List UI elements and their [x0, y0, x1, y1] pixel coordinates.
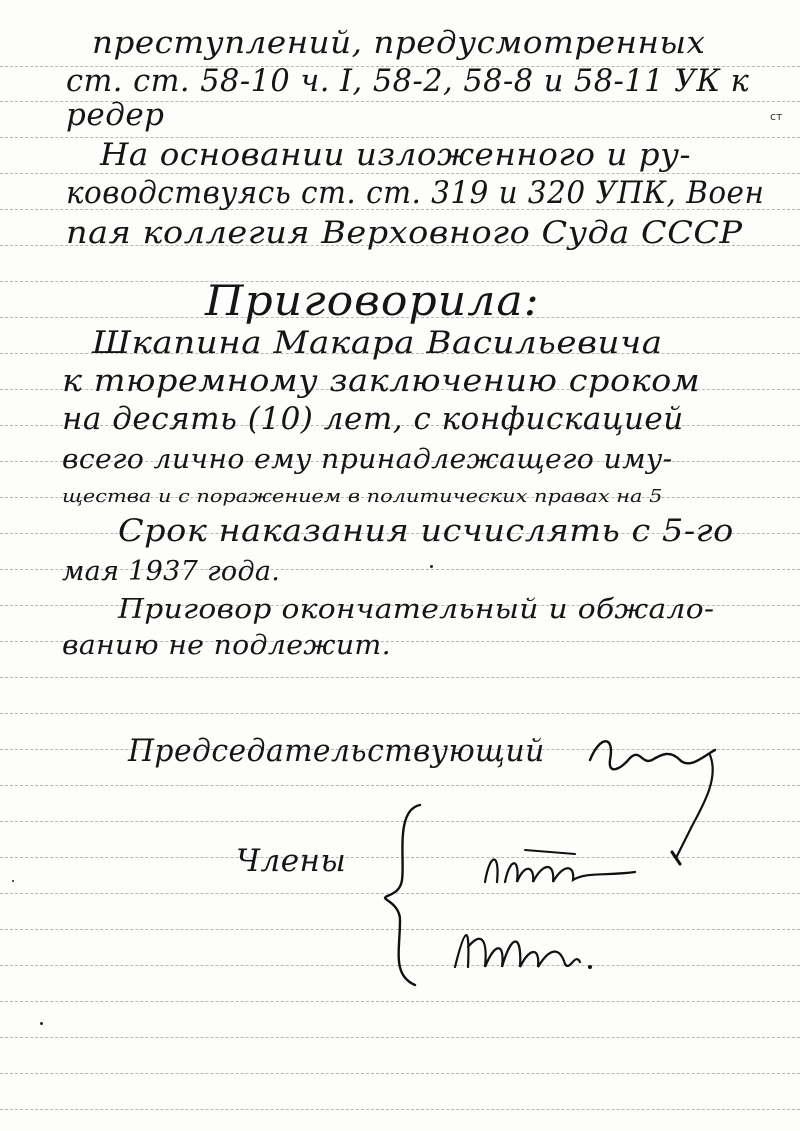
margin-mark: ст	[770, 110, 783, 123]
text-line-5: ководствуясь ст. ст. 319 и 320 УПК, Воен	[66, 175, 765, 211]
verdict-line-9: ванию не подлежит.	[62, 630, 391, 661]
members-brace	[380, 800, 430, 990]
verdict-heading: Приговорила:	[205, 276, 540, 325]
text-line-1: преступлений, предусмотренных	[92, 25, 706, 61]
verdict-line-6: Срок наказания исчислять с 5-го	[118, 513, 734, 549]
verdict-line-7: мая 1937 года.	[62, 556, 281, 587]
presiding-label: Председательствующий	[128, 733, 545, 769]
verdict-line-1: Шкапина Макара Васильевича	[92, 325, 663, 361]
verdict-line-4: всего лично ему принадлежащего иму-	[62, 444, 673, 475]
verdict-line-2: к тюремному заключению сроком	[62, 363, 701, 399]
verdict-line-8: Приговор окончательный и обжало-	[118, 594, 715, 625]
members-label: Члены	[236, 843, 347, 879]
member-signature-2	[440, 912, 610, 982]
verdict-line-5: щества и с поражением в политических правах на 5	[62, 486, 663, 507]
text-line-4: На основании изложенного и ру-	[100, 137, 692, 173]
text-line-6: пая коллегия Верховного Суда СССР	[66, 215, 743, 251]
text-line-2: ст. ст. 58-10 ч. I, 58-2, 58-8 и 58-11 УК к	[66, 63, 750, 99]
verdict-line-3: на десять (10) лет, с конфискацией	[62, 401, 684, 437]
member-signature-1	[465, 842, 645, 902]
text-line-3: редер	[66, 97, 165, 133]
